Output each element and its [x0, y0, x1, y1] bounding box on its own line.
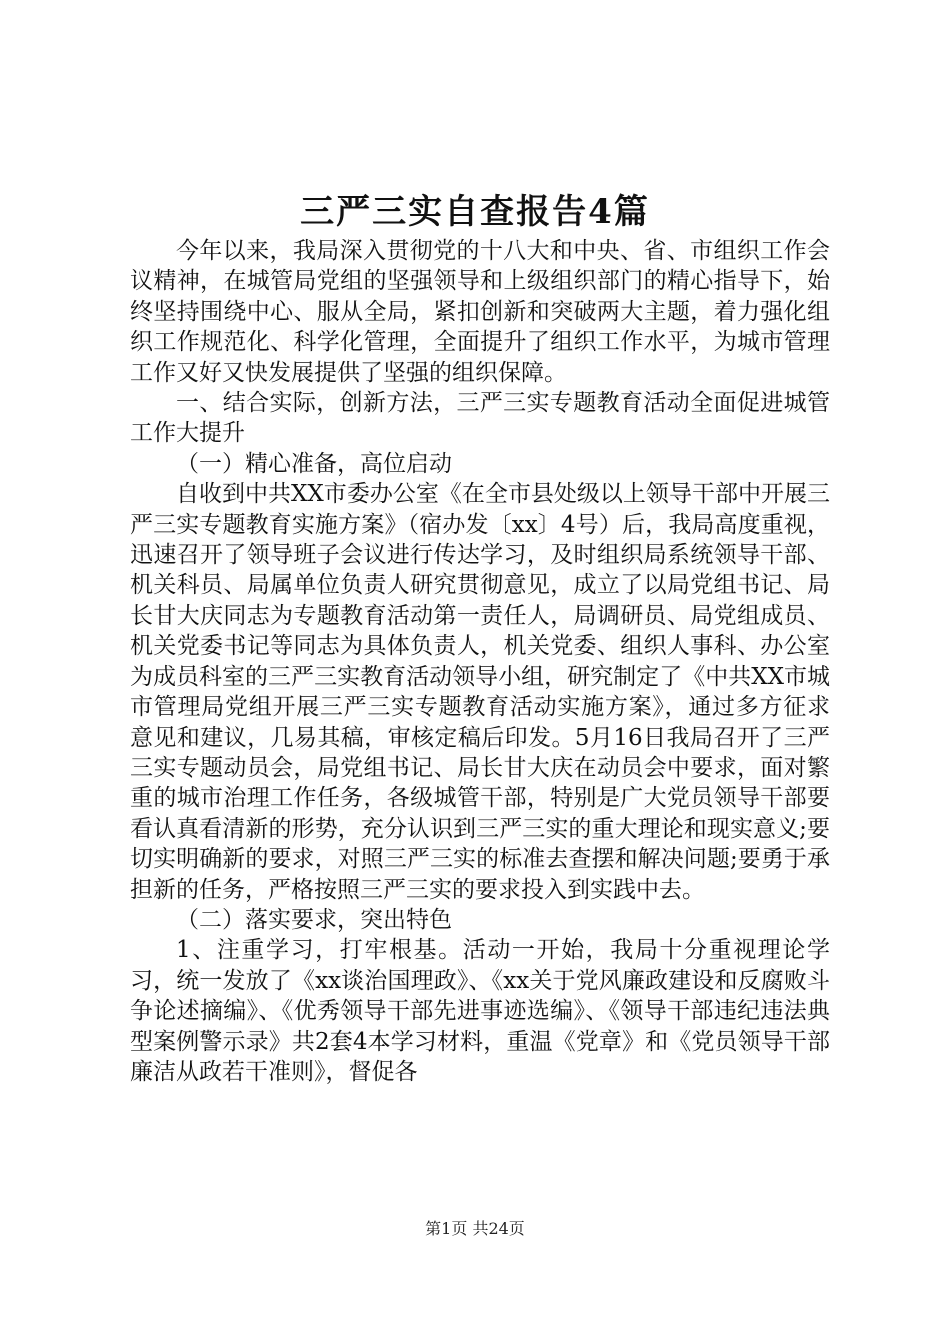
subsection-heading-1: （一）精心准备，高位启动	[176, 450, 452, 477]
page-footer: 第1页 共24页	[425, 1219, 525, 1238]
paragraph-study: 1、注重学习，打牢根基。活动一开始，我局十分重视理论学习，统一发放了《xx谈治国理政》、《xx关于党风廉政建设和反腐败斗争论述摘编》、《优秀领导干部先进事迹选编》、《领导干部违纪违法典型案例警示录》共2套4本学习材料，重温《党章》和《党员领导干部廉洁从政若干准则》，督促各	[130, 937, 830, 1085]
paragraph-preparation: 自收到中共XX市委办公室《在全市县处级以上领导干部中开展三严三实专题教育实施方案》（宿办发〔xx〕4号）后，我局高度重视，迅速召开了领导班子会议进行传达学习，及时组织局系统领导干部、机关科员、局属单位负责人研究贯彻意见，成立了以局党组书记、局长甘大庆同志为专题教育活动第一责任人，局调研员、局党组成员、机关党委书记等同志为具体负责人，机关党委、组织人事科、办公室为成员科室的三严三实教育活动领导小组，研究制定了《中共XX市城市管理局党组开展三严三实专题教育活动实施方案》，通过多方征求意见和建议，几易其稿，审核定稿后印发。5月16日我局召开了三严三实专题动员会，局党组书记、局长甘大庆在动员会中要求，面对繁重的城市治理工作任务，各级城管干部，特别是广大党员领导干部要看认真看清新的形势，充分认识到三严三实的重大理论和现实意义;要切实明确新的要求，对照三严三实的标准去查摆和解决问题;要勇于承担新的任务，严格按照三严三实的要求投入到实践中去。	[130, 481, 830, 903]
document-title: 三严三实自查报告4篇	[300, 192, 650, 232]
subsection-heading-2: （二）落实要求，突出特色	[176, 906, 452, 933]
section-heading-1: 一、结合实际，创新方法，三严三实专题教育活动全面促进城管工作大提升	[130, 390, 830, 447]
paragraph-intro: 今年以来，我局深入贯彻党的十八大和中央、省、市组织工作会议精神，在城管局党组的坚强领导和上级组织部门的精心指导下，始终坚持围绕中心、服从全局，紧扣创新和突破两大主题，着力强化组织工作规范化、科学化管理，全面提升了组织工作水平，为城市管理工作又好又快发展提供了坚强的组织保障。	[130, 238, 830, 386]
document-body	[130, 236, 830, 1087]
